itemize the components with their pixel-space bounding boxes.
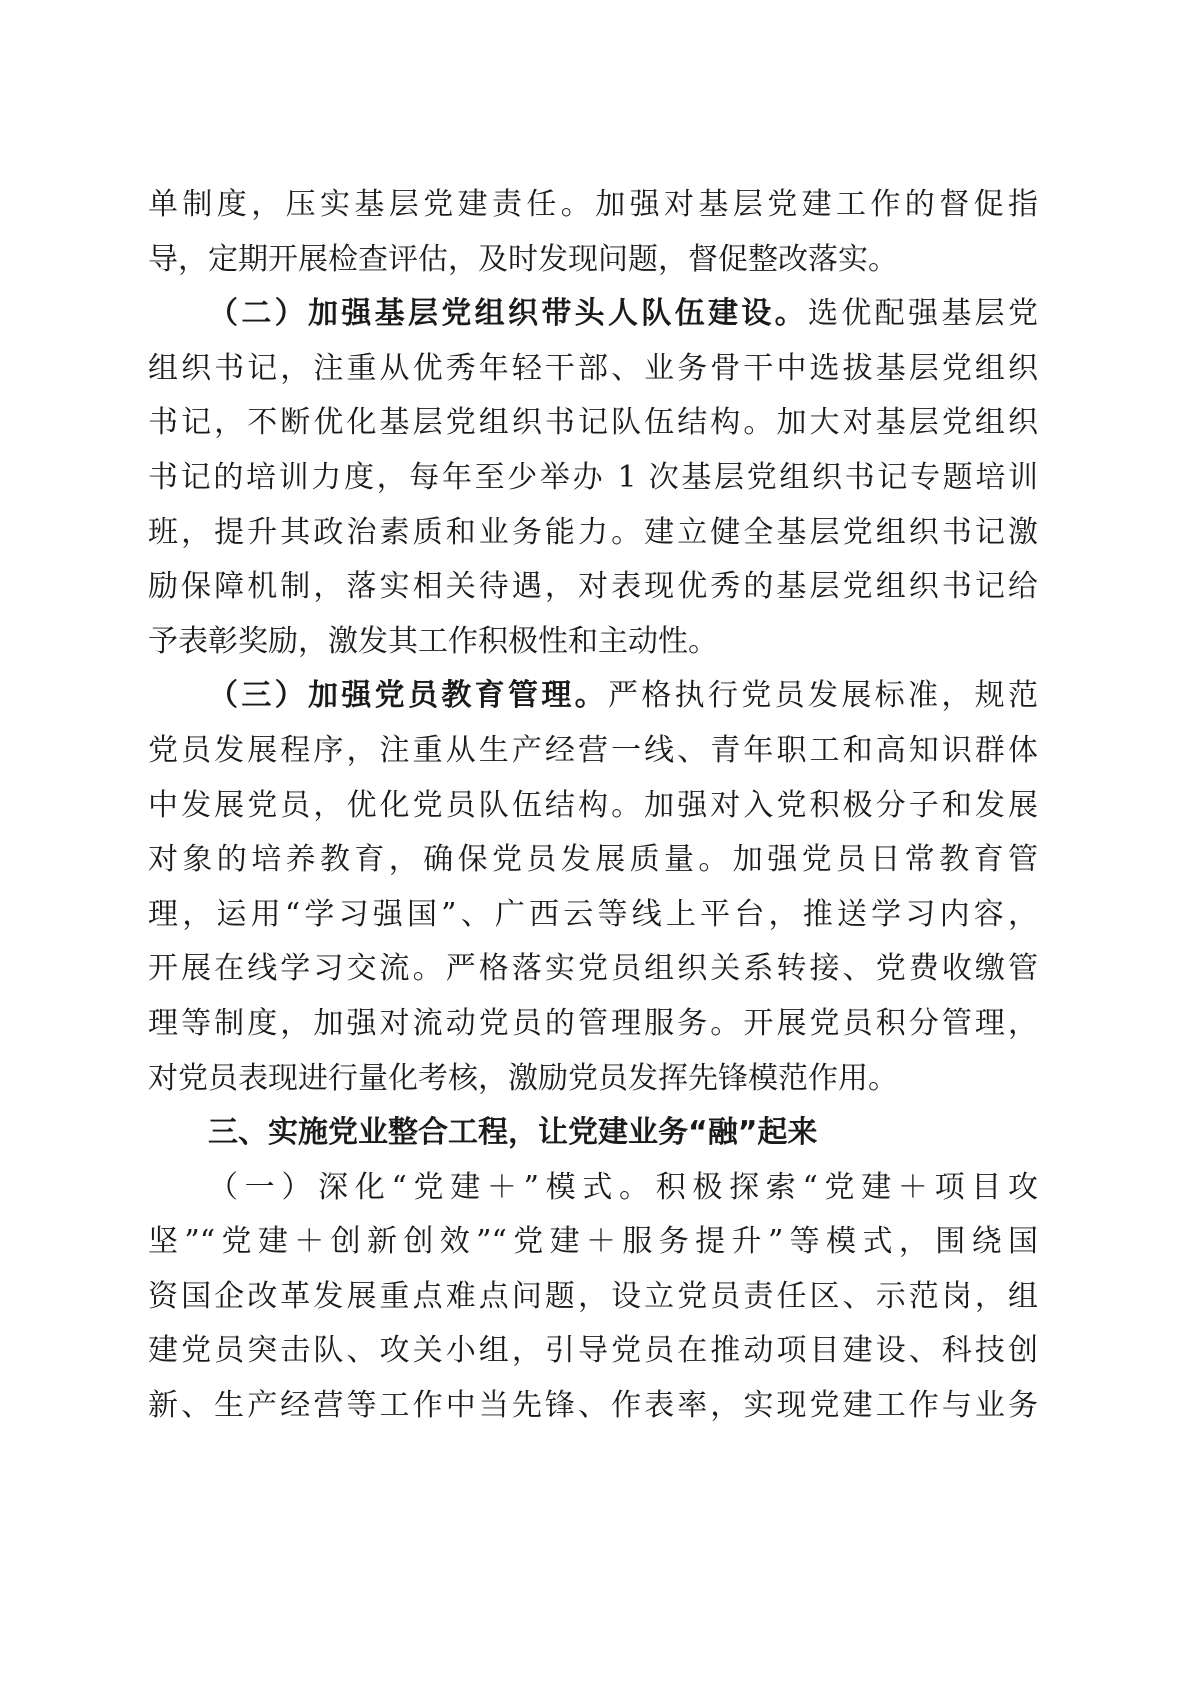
text-line <box>148 888 1038 943</box>
bold-lead-text: （三）加强党员教育管理。 <box>208 678 608 714</box>
text-line <box>148 669 1038 724</box>
body-text: 单制度，压实基层党建责任。加强对基层党建工作的督促指 <box>148 187 1038 222</box>
text-line <box>148 1215 1038 1270</box>
body-text: 予表彰奖励，激发其工作积极性和主动性。 <box>148 623 718 659</box>
document-page <box>148 178 1038 1434</box>
body-text: 班，提升其政治素质和业务能力。建立健全基层党组织书记激 <box>148 514 1038 550</box>
body-text: 选优配强基层党 <box>808 296 1038 332</box>
body-text: 党员发展程序，注重从生产经营一线、青年职工和高知识群体 <box>148 732 1038 768</box>
body-text: 坚”“党建＋创新创效”“党建＋服务提升”等模式，围绕国 <box>148 1224 1038 1260</box>
body-text: 新、生产经营等工作中当先锋、作表率，实现党建工作与业务 <box>148 1388 1038 1424</box>
text-line <box>148 1379 1038 1434</box>
text-line <box>148 178 1038 233</box>
body-text: 中发展党员，优化党员队伍结构。加强对入党积极分子和发展 <box>148 787 1038 823</box>
body-text: （一）深化“党建＋”模式。积极探索“党建＋项目攻 <box>208 1169 1038 1205</box>
text-line <box>148 233 1038 288</box>
text-line <box>148 1270 1038 1325</box>
text-line <box>148 615 1038 670</box>
text-line <box>148 833 1038 888</box>
text-line <box>148 451 1038 506</box>
bold-lead-text: 三、实施党业整合工程，让党建业务“融”起来 <box>208 1115 818 1151</box>
body-text: 资国企改革发展重点难点问题，设立党员责任区、示范岗，组 <box>148 1278 1038 1314</box>
text-line <box>148 506 1038 561</box>
text-line <box>148 560 1038 615</box>
body-text: 励保障机制，落实相关待遇，对表现优秀的基层党组织书记给 <box>148 569 1038 605</box>
text-line <box>148 997 1038 1052</box>
body-text: 严格执行党员发展标准，规范 <box>608 678 1038 714</box>
body-text: 理等制度，加强对流动党员的管理服务。开展党员积分管理， <box>148 1005 1038 1041</box>
text-line <box>148 342 1038 397</box>
body-text: 组织书记，注重从优秀年轻干部、业务骨干中选拔基层党组织 <box>148 350 1038 386</box>
text-line <box>148 724 1038 779</box>
text-line <box>148 396 1038 451</box>
body-text: 导，定期开展检查评估，及时发现问题，督促整改落实。 <box>148 241 898 277</box>
bold-lead-text: （二）加强基层党组织带头人队伍建设。 <box>208 296 808 332</box>
text-line <box>148 287 1038 342</box>
body-text: 书记，不断优化基层党组织书记队伍结构。加大对基层党组织 <box>148 405 1038 441</box>
text-line <box>148 1324 1038 1379</box>
text-line <box>148 942 1038 997</box>
body-text: 建党员突击队、攻关小组，引导党员在推动项目建设、科技创 <box>148 1333 1038 1369</box>
text-line <box>148 1052 1038 1107</box>
body-text: 对象的培养教育，确保党员发展质量。加强党员日常教育管 <box>148 842 1038 878</box>
body-text: 开展在线学习交流。严格落实党员组织关系转接、党费收缴管 <box>148 951 1038 987</box>
body-text: 理，运用“学习强国”、广西云等线上平台，推送学习内容， <box>148 896 1038 932</box>
text-line <box>148 779 1038 834</box>
body-text: 对党员表现进行量化考核，激励党员发挥先锋模范作用。 <box>148 1060 898 1096</box>
text-line <box>148 1161 1038 1216</box>
section-heading <box>148 1106 1038 1161</box>
body-text: 书记的培训力度，每年至少举办 1 次基层党组织书记专题培训 <box>148 459 1038 495</box>
